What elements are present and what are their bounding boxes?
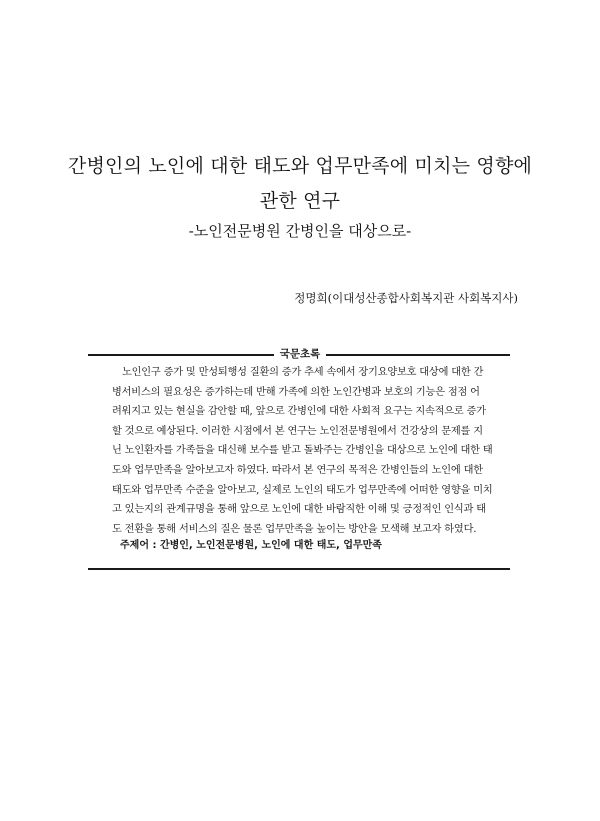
paper-title-line-2: 관한 연구 <box>259 190 341 212</box>
paper-title-line-1: 간병인의 노인에 대한 태도와 업무만족에 미치는 영향에 <box>67 155 533 177</box>
keywords-text: 간병인, 노인전문병원, 노인에 대한 태도, 업무만족 <box>159 540 382 551</box>
author-affiliation: 정명희(이대성산종합사회복지관 사회복지사) <box>294 291 518 305</box>
abstract-line: 태도와 업무만족 수준을 알아보고, 실제로 노인의 태도가 업무만족에 어떠한 영향을 미치 <box>112 484 493 496</box>
abstract-line: 도와 업무만족을 알아보고자 하였다. 따라서 본 연구의 목적은 간병인들의 노인에 대한 <box>112 464 483 476</box>
abstract-line: 노인인구 증가 및 만성퇴행성 질환의 증가 추세 속에서 장기요양보호 대상에 대한 간 <box>122 367 484 378</box>
abstract-body <box>112 363 500 539</box>
abstract-top-rule-right <box>326 354 510 356</box>
abstract-line: 병서비스의 필요성은 증가하는데 반해 가족에 의한 노인간병과 보호의 기능은 점점 어 <box>112 386 480 398</box>
abstract-line: 도 전환을 통해 서비스의 질은 물론 업무만족을 높이는 방안을 모색해 보고자 하였다. <box>112 523 477 535</box>
abstract-top-rule-left <box>88 354 274 356</box>
abstract-line: 고 있는지의 관계규명을 통해 앞으로 노인에 대한 바람직한 이해 및 긍정적인 인식과 태 <box>112 504 486 516</box>
abstract-line: 닌 노인환자를 가족들을 대신해 보수를 받고 돌봐주는 간병인을 대상으로 노인에 대한 태 <box>112 445 493 457</box>
abstract-line: 려워지고 있는 현실을 감안할 때, 앞으로 간병인에 대한 사회적 요구는 지속적으로 증가 <box>112 406 486 418</box>
abstract-bottom-rule <box>88 568 510 570</box>
keywords-label: 주제어 : <box>120 540 157 551</box>
keywords <box>120 538 382 554</box>
paper-subtitle: -노인전문병원 간병인을 대상으로- <box>188 222 412 240</box>
abstract-line: 할 것으로 예상된다. 이러한 시점에서 본 연구는 노인전문병원에서 건강상의 문제를 지 <box>112 425 483 437</box>
abstract-heading: 국문초록 <box>279 348 321 360</box>
